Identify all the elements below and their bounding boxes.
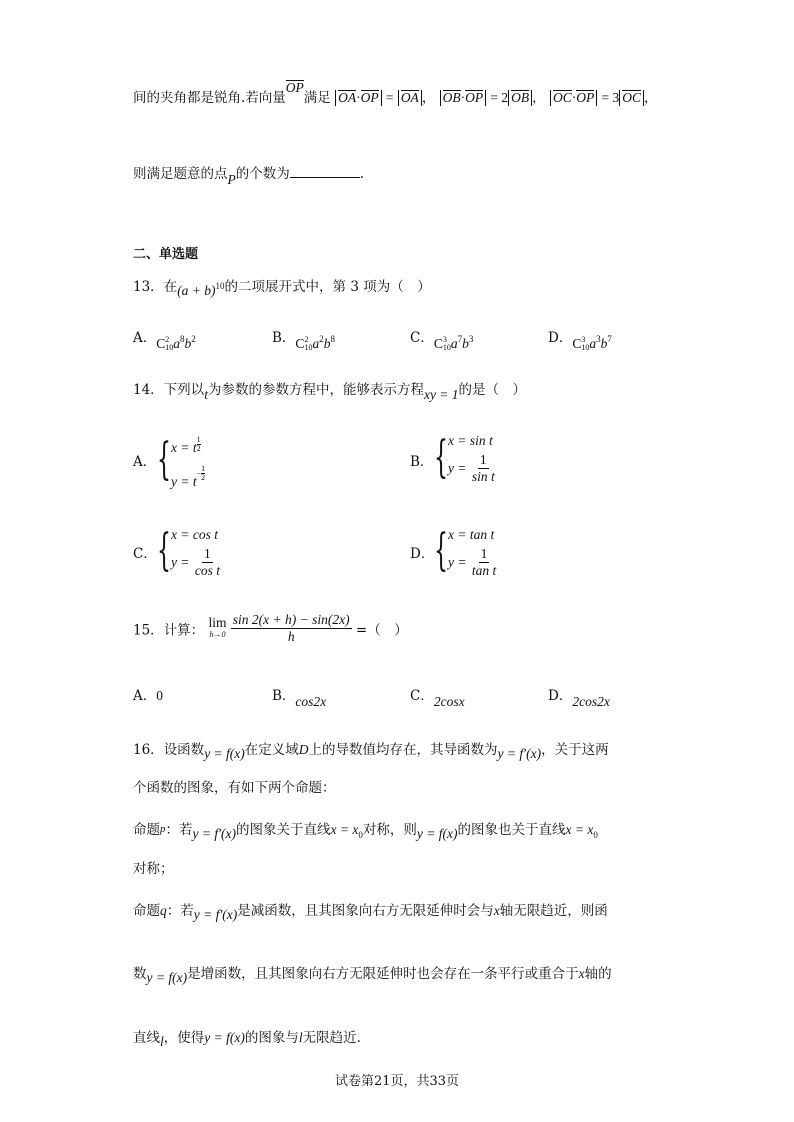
q16-q-line2a: 数 xyxy=(133,966,147,982)
func-y-fx-4: y = f(x) xyxy=(204,1030,245,1045)
q14-option-b[interactable] xyxy=(410,430,660,496)
option-d-y: y = $\frac{1}{\text{tan t}}$ xyxy=(448,546,497,578)
point-p: P xyxy=(227,172,236,187)
option-c-x: x = cos t xyxy=(171,527,218,542)
q16-q-line2b: 是增函数，且其图象向右方无限延伸时也会存在一条平行或重合于 xyxy=(187,966,579,982)
q16-line2: 个函数的图象，有如下两个命题： xyxy=(133,780,336,796)
option-a-y: y = t − $\frac{1}{2}$ xyxy=(171,464,206,489)
left-brace: { xyxy=(434,525,448,576)
abs-oa xyxy=(398,90,422,106)
prop-label-2: 命题 xyxy=(133,903,160,919)
comma-2: ， xyxy=(532,90,546,106)
func-y-fprime-3: y = f′(x) xyxy=(193,907,238,922)
option-label: C． xyxy=(410,330,434,346)
comma: ， xyxy=(421,90,436,106)
option-c-label: C． xyxy=(133,546,157,562)
option-label: A． xyxy=(133,330,157,346)
option-a-x: x = t $\frac{1}{2}$ xyxy=(171,435,201,455)
option-b-x: x = sin t xyxy=(448,433,493,448)
q16-q-line3a: 直线 xyxy=(133,1030,160,1046)
q16-prop-p xyxy=(133,818,598,841)
option-d-x: x = tan t xyxy=(448,527,495,542)
q14-stem-c: 的是（ ） xyxy=(458,382,527,398)
func-y-fprime: y = f′(x) xyxy=(497,746,542,761)
equation-xy: xy = 1 xyxy=(423,387,459,402)
eq: = xyxy=(385,90,394,105)
limit xyxy=(208,614,227,641)
q13-stem xyxy=(133,275,431,298)
option-label: A． xyxy=(133,688,157,704)
option-label: D． xyxy=(548,330,573,346)
binomial-exp: 10 xyxy=(215,281,225,291)
q13-option-b[interactable] xyxy=(272,326,335,352)
option-value: 2cosx xyxy=(433,694,465,709)
axis-x-2: x xyxy=(578,966,585,981)
vector-oa: OA xyxy=(338,90,357,105)
binomial-term: C 2 10 $a^2b^8$ xyxy=(295,334,335,352)
eq-two: = 2 xyxy=(490,90,509,105)
q16-p-a: ：若 xyxy=(165,822,193,838)
option-label: B． xyxy=(272,688,296,704)
q12-satisfy: 满足 xyxy=(303,90,331,106)
limit-denominator: h xyxy=(287,629,295,644)
abs-oc-op xyxy=(550,90,597,106)
func-y-fx-2: y = f(x) xyxy=(416,826,458,841)
vector-oc: OC xyxy=(552,90,572,105)
q16-prop-q xyxy=(133,899,608,922)
lim-text: lim xyxy=(208,614,227,630)
option-b-label: B． xyxy=(410,454,434,470)
func-y-fx: y = f(x) xyxy=(204,746,245,761)
q15-tail: =（ ） xyxy=(355,622,408,639)
q15-option-a[interactable] xyxy=(133,684,163,704)
q16-p-d: 的图象也关于直线 xyxy=(457,822,566,838)
option-value: 2cos2x xyxy=(572,694,610,709)
q14-option-c[interactable] xyxy=(133,524,383,590)
q16-q-line3d: 无限趋近. xyxy=(302,1030,361,1046)
q15-option-c[interactable] xyxy=(410,684,465,709)
q14-stem xyxy=(133,378,527,402)
limit-numerator: sin 2(x + h) − sin(2x) xyxy=(232,612,350,627)
prop-p: p xyxy=(160,823,166,835)
option-c-y: y = $\frac{1}{\text{cos t}}$ xyxy=(171,546,220,578)
q15-stem xyxy=(133,612,408,652)
vector-oa-2: OA xyxy=(400,90,419,105)
vector-op-2: OP xyxy=(360,90,379,105)
option-b-y: y = $\frac{1}{\text{sin t}}$ xyxy=(448,452,495,484)
option-label: D． xyxy=(548,688,573,704)
vector-op-4: OP xyxy=(576,90,595,105)
q16-l1a: 设函数 xyxy=(163,742,205,758)
q16-l1d: ，关于这两 xyxy=(541,742,609,758)
option-value: cos2x xyxy=(295,694,327,709)
q16-number: 16． xyxy=(133,742,164,758)
q14-stem-a: 下列以 xyxy=(163,382,205,398)
q15-option-b[interactable] xyxy=(272,684,327,709)
line-x0: $x = x_0$ xyxy=(330,822,363,840)
q16-q-line3b: ，使得 xyxy=(163,1030,205,1046)
q16-l1b: 在定义域 xyxy=(244,742,299,758)
abs-oa-op xyxy=(335,90,382,106)
option-label: C． xyxy=(410,688,434,704)
lim-sub: h→0 xyxy=(209,629,226,639)
q16-q-line2c: 轴的 xyxy=(584,966,612,982)
left-brace: { xyxy=(434,432,448,483)
eq-three: = 3 xyxy=(601,90,620,105)
q16-prop-p-tail: 对称； xyxy=(133,861,174,877)
line-x0-2: $x = x_0$ xyxy=(565,822,598,840)
func-y-fprime-2: y = f′(x) xyxy=(192,826,237,841)
q12-line1 xyxy=(133,80,658,106)
func-y-fx-3: y = f(x) xyxy=(146,970,188,985)
q16-q-c: 轴无限趋近，则函 xyxy=(499,903,608,919)
option-d-label: D． xyxy=(410,546,435,562)
axis-x: x xyxy=(493,903,500,918)
abs-ob xyxy=(508,90,532,106)
vector-op: OP xyxy=(285,80,304,95)
q13-stem-a: 在 xyxy=(163,279,178,295)
q15-option-d[interactable] xyxy=(548,684,610,709)
abs-oc xyxy=(619,90,644,106)
vector-op-3: OP xyxy=(465,90,484,105)
section-title: 二、单选题 xyxy=(133,247,199,262)
q15-number: 15． xyxy=(133,622,164,639)
q12-line2-prefix: 则满足题意的点 xyxy=(133,166,228,182)
q15-stem-text: 计算： xyxy=(163,622,205,639)
q16-q-a: ：若 xyxy=(166,903,194,919)
option-label: B． xyxy=(272,330,296,346)
q16-l1c: 上的导数值均存在，其导函数为 xyxy=(308,742,498,758)
q16-p-c: 对称，则 xyxy=(362,822,417,838)
q16-line1 xyxy=(133,738,609,761)
page-footer: 试卷第21页，共33页 xyxy=(334,1074,460,1089)
q12-line2-suffix: 的个数为 xyxy=(235,166,290,182)
dot: · xyxy=(356,90,361,105)
q16-q-line3c: 的图象与 xyxy=(244,1030,299,1046)
q16-q-b: 是减函数，且其图象向右方无限延伸时会与 xyxy=(237,903,494,919)
q16-prop-q-line2 xyxy=(133,962,612,985)
left-brace: { xyxy=(157,525,171,576)
prop-label: 命题 xyxy=(133,822,160,838)
abs-ob-op xyxy=(440,90,487,106)
domain-d: D xyxy=(298,742,309,757)
q13-option-c[interactable] xyxy=(410,326,474,352)
q16-p-b: 的图象关于直线 xyxy=(236,822,331,838)
vector-oc-2: OC xyxy=(622,90,642,105)
vector-ob: OB xyxy=(442,90,461,105)
comma-3: ， xyxy=(644,90,658,106)
q16-prop-q-line3 xyxy=(133,1026,361,1049)
q13-stem-b: 的二项展开式中，第 3 项为（ ） xyxy=(224,279,431,295)
q14-number: 14． xyxy=(133,382,164,398)
q12-line2 xyxy=(133,162,365,187)
q13-option-a[interactable] xyxy=(133,326,196,352)
dot-3: · xyxy=(571,90,577,105)
binomial-term: C 3 10 $a^3b^7$ xyxy=(572,334,612,352)
q14-option-d[interactable] xyxy=(410,524,660,590)
binomial-expr: (a + b) xyxy=(177,283,216,298)
q13-option-d[interactable] xyxy=(548,326,612,352)
line-l-2: l xyxy=(298,1030,303,1045)
q14-option-a[interactable] xyxy=(133,430,383,496)
dot-2: · xyxy=(460,90,466,105)
q13-number: 13． xyxy=(133,279,164,295)
param-t: t xyxy=(204,387,208,402)
q14-stem-b: 为参数的参数方程中，能够表示方程 xyxy=(207,382,424,398)
binomial-term: C 2 10 $a^8b^2$ xyxy=(156,334,196,352)
prop-q: q xyxy=(160,903,167,918)
answer-blank[interactable] xyxy=(290,165,360,178)
q12-text: 间的夹角都是锐角.若向量 xyxy=(133,90,286,106)
period: . xyxy=(359,166,365,182)
line-l: l xyxy=(160,1034,164,1049)
option-a-label: A． xyxy=(133,454,157,470)
option-value: 0 xyxy=(156,688,163,703)
left-brace: { xyxy=(157,434,171,485)
binomial-term: C 3 10 $a^7b^3$ xyxy=(433,334,474,352)
vector-ob-2: OB xyxy=(511,90,530,105)
limit-fraction xyxy=(231,612,352,645)
